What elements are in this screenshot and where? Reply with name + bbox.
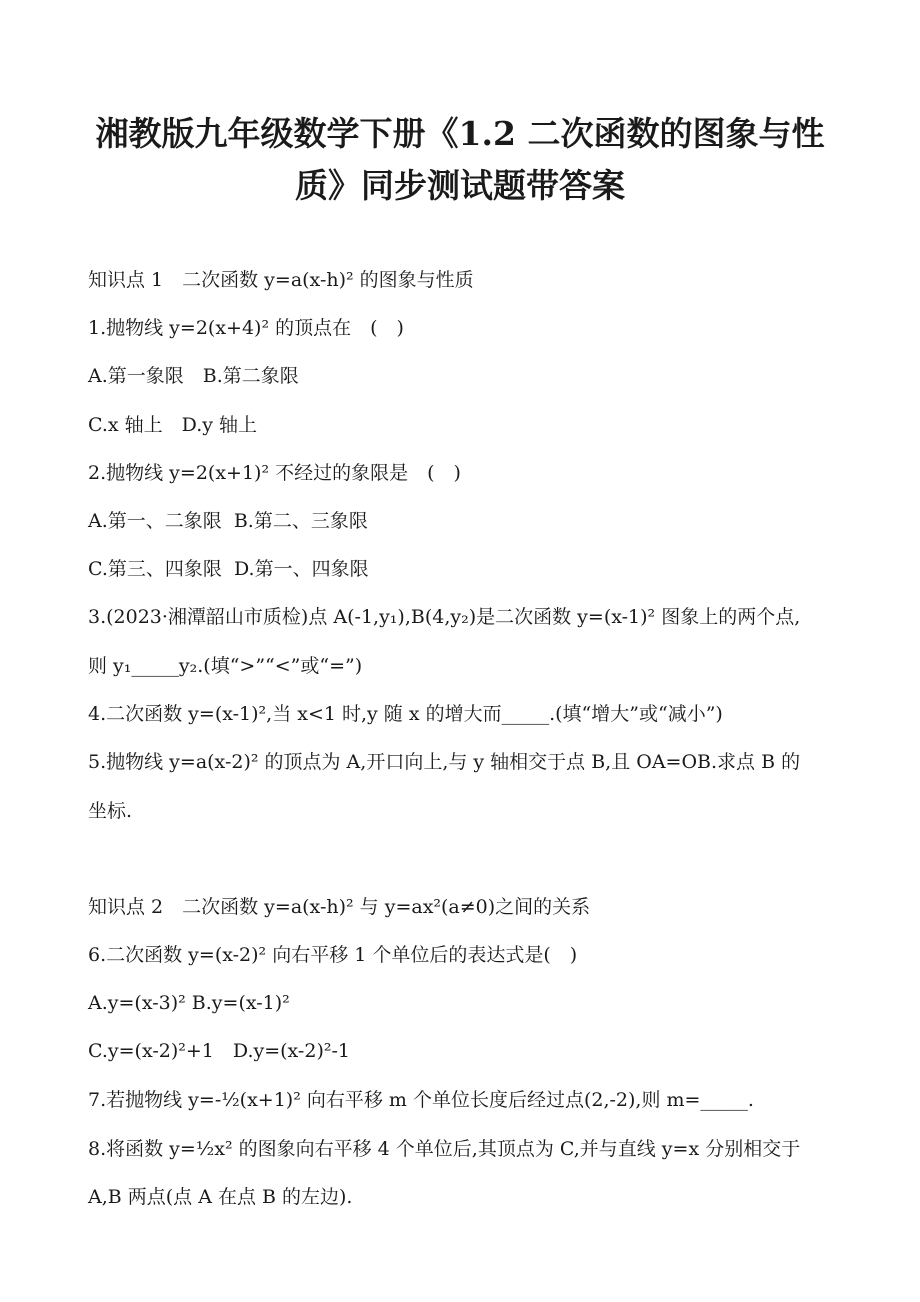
title-line-1: 湘教版九年级数学下册《1.2 二次函数的图象与性: [95, 114, 825, 153]
question-4-stem: 4.二次函数 y=(x-1)²,当 x<1 时,y 随 x 的增大而_____.(填“增大”或“减小”): [88, 703, 723, 725]
question-3-continuation: 则 y₁_____y₂.(填“>”“<”或“=”): [88, 655, 363, 677]
question-6-options-cd: C.y=(x-2)²+1 D.y=(x-2)²-1: [88, 1040, 350, 1062]
question-7-stem: 7.若抛物线 y=-½(x+1)² 向右平移 m 个单位长度后经过点(2,-2),则 m=_____.: [88, 1089, 754, 1111]
question-1-options-ab: A.第一象限 B.第二象限: [88, 365, 299, 387]
question-2-options-ab: A.第一、二象限 B.第二、三象限: [88, 510, 368, 532]
question-5-stem: 5.抛物线 y=a(x-2)² 的顶点为 A,开口向上,与 y 轴相交于点 B,且 OA=OB.求点 B 的: [88, 751, 801, 773]
question-1-options-cd: C.x 轴上 D.y 轴上: [88, 414, 258, 436]
section-heading-2: 知识点 2 二次函数 y=a(x-h)² 与 y=ax²(a≠0)之间的关系: [88, 896, 591, 918]
question-3-stem: 3.(2023·湘潭韶山市质检)点 A(-1,y₁),B(4,y₂)是二次函数 y=(x-1)² 图象上的两个点,: [88, 606, 801, 628]
question-6-stem: 6.二次函数 y=(x-2)² 向右平移 1 个单位后的表达式是( ): [88, 944, 578, 966]
question-6-options-ab: A.y=(x-3)² B.y=(x-1)²: [88, 992, 290, 1014]
section-heading-1: 知识点 1 二次函数 y=a(x-h)² 的图象与性质: [88, 269, 474, 291]
document-title: [60, 108, 860, 212]
question-5-continuation: 坐标.: [88, 800, 133, 822]
question-2-stem: 2.抛物线 y=2(x+1)² 不经过的象限是 ( ): [88, 462, 461, 484]
question-1-stem: 1.抛物线 y=2(x+4)² 的顶点在 ( ): [88, 317, 404, 339]
question-8-stem: 8.将函数 y=½x² 的图象向右平移 4 个单位后,其顶点为 C,并与直线 y=x 分别相交于: [88, 1138, 801, 1160]
question-8-continuation: A,B 两点(点 A 在点 B 的左边).: [88, 1186, 353, 1208]
title-line-2: 质》同步测试题带答案: [295, 166, 625, 205]
question-2-options-cd: C.第三、四象限 D.第一、四象限: [88, 558, 369, 580]
